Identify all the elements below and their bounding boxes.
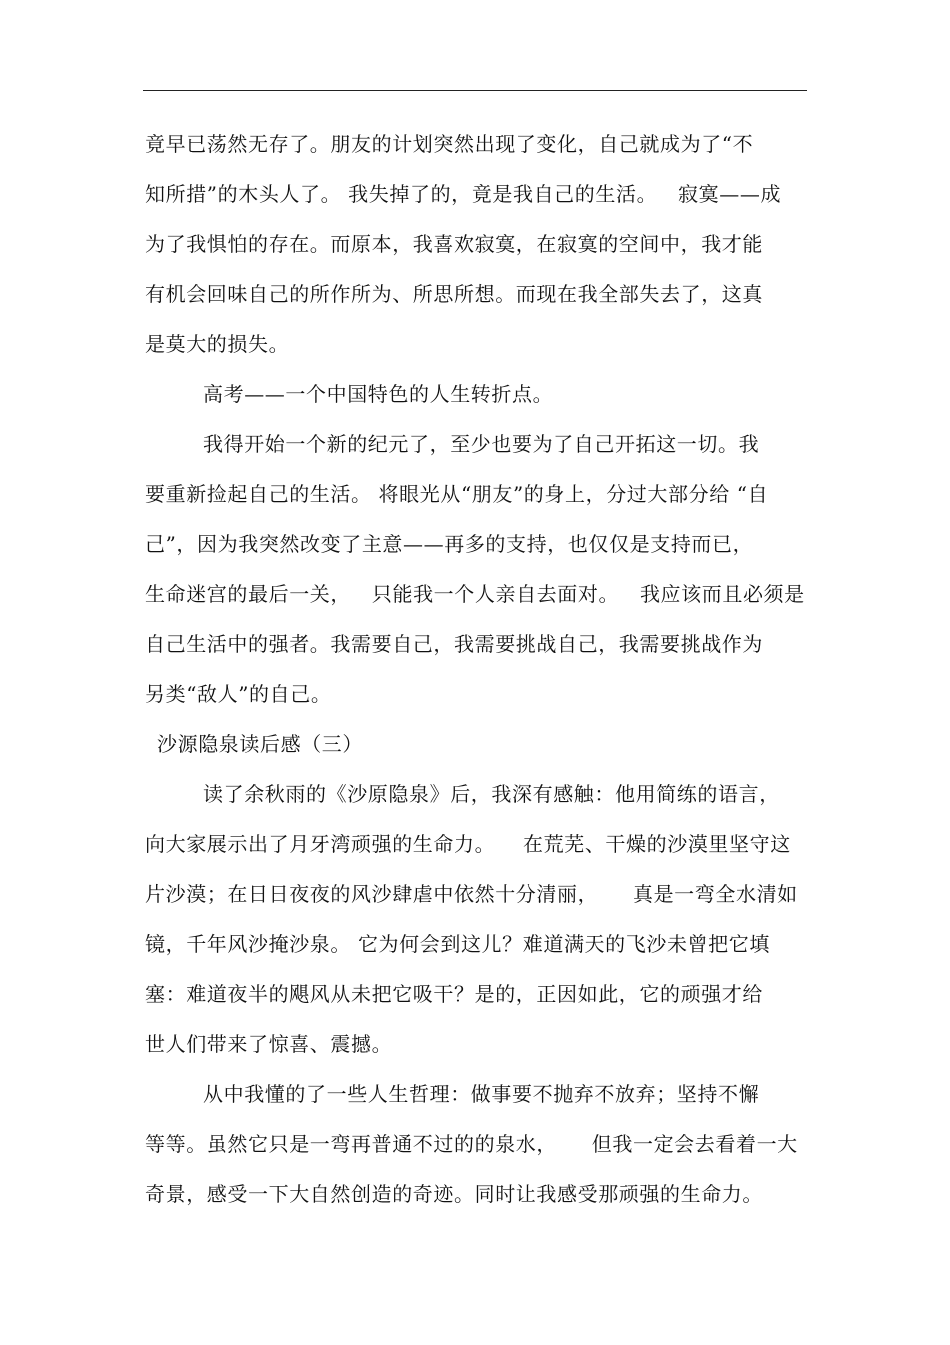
text-line: 为了我惧怕的存在。而原本，我喜欢寂寞，在寂寞的空间中，我才能 <box>145 232 763 256</box>
header-rule <box>143 90 807 91</box>
text-line: 我得开始一个新的纪元了，至少也要为了自己开拓这一切。我 <box>203 432 760 456</box>
text-line: 镜，千年风沙掩沙泉。 它为何会到这儿？难道满天的飞沙未曾把它填 <box>145 932 770 956</box>
text-line: 高考——一个中国特色的人生转折点。 <box>203 382 554 406</box>
text-line: 读了余秋雨的《沙原隐泉》后，我深有感触：他用简练的语言， <box>203 782 780 806</box>
text-line: 从中我懂的了一些人生哲理：做事要不抛弃不放弃；坚持不懈 <box>203 1082 760 1106</box>
text-line: 己”，因为我突然改变了主意——再多的支持，也仅仅是支持而已， <box>145 532 754 556</box>
text-line: 向大家展示出了月牙湾顽强的生命力。 在荒芜、干燥的沙漠里坚守这 <box>145 832 791 856</box>
text-line: 竟早已荡然无存了。朋友的计划突然出现了变化，自己就成为了“不 <box>145 132 754 156</box>
text-line: 有机会回味自己的所作所为、所思所想。而现在我全部失去了，这真 <box>145 282 763 306</box>
text-line: 自己生活中的强者。我需要自己，我需要挑战自己，我需要挑战作为 <box>145 632 763 656</box>
text-line: 片沙漠；在日日夜夜的风沙肆虐中依然十分清丽， 真是一弯全水清如 <box>145 882 798 906</box>
text-line: 等等。虽然它只是一弯再普通不过的的泉水， 但我一定会去看着一大 <box>145 1132 798 1156</box>
text-line: 是莫大的损失。 <box>145 332 290 356</box>
text-line: 知所措”的木头人了。 我失掉了的，竟是我自己的生活。 寂寞——成 <box>145 182 782 206</box>
text-line: 要重新捡起自己的生活。 将眼光从“朋友”的身上，分过大部分给 “自 <box>145 482 769 506</box>
section-heading: 沙源隐泉读后感（三） <box>157 732 363 756</box>
text-line: 塞：难道夜半的飓风从未把它吸干？是的，正因如此，它的顽强才给 <box>145 982 763 1006</box>
text-line: 另类“敌人”的自己。 <box>145 682 332 706</box>
text-line: 生命迷宫的最后一关， 只能我一个人亲自去面对。 我应该而且必须是 <box>145 582 805 606</box>
text-line: 世人们带来了惊喜、震撼。 <box>145 1032 393 1056</box>
text-line: 奇景，感受一下大自然创造的奇迹。同时让我感受那顽强的生命力。 <box>145 1182 763 1206</box>
